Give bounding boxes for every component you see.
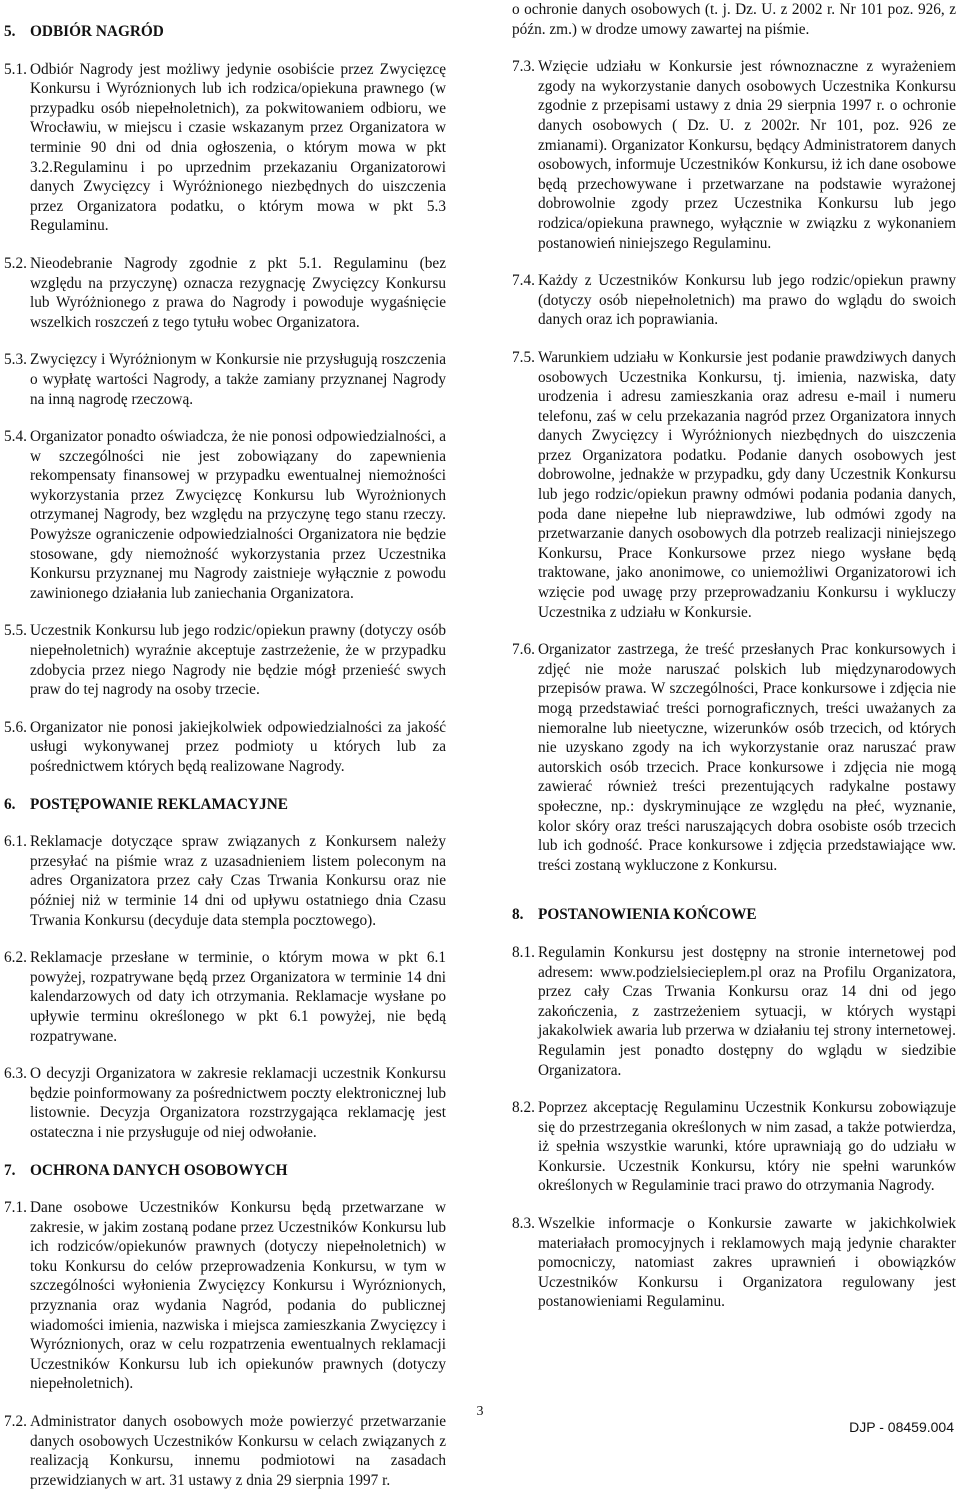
right-column	[512, 0, 956, 1330]
paragraph-text: Uczestnik Konkursu lub jego rodzic/opiekun prawny (dotyczy osób niepełnoletnich) wyraźnie akceptuje zastrzeżenie, że w przypadku zdobycia przez niego Nagrody nie będzie mógł przenieść swych praw do tej nagrody na osoby trzecie.	[30, 622, 446, 699]
paragraph-number: 5.6.	[4, 718, 27, 736]
section-title: ODBIÓR NAGRÓD	[30, 23, 164, 40]
paragraph-text: Poprzez akceptację Regulaminu Uczestnik Konkursu zobowiązuje się do przestrzegania określonych w nim zasad, a także potwierdza, iż spełnia wszystkie warunki, które uprawniają go do udziału w Konkursie. Uczestnik Konkursu, który nie spełni warunków określonych w Regulaminie traci prawo do otrzymania Nagrody.	[538, 1099, 956, 1195]
section-title: OCHRONA DANYCH OSOBOWYCH	[30, 1161, 288, 1179]
paragraph-text: Reklamacje przesłane w terminie, o którym mowa w pkt 6.1 powyżej, rozpatrywane będą przez Organizatora w terminie 14 dni kalendarzowych od daty ich otrzymania. Reklamacje wysłane po upływie terminu określonego w pkt 6.1 powyżej, nie będą rozpatrywane.	[30, 949, 446, 1045]
section-title: POSTĘPOWANIE REKLAMACYJNE	[30, 795, 288, 813]
paragraph-8-1	[512, 943, 956, 1080]
section-title: POSTANOWIENIA KOŃCOWE	[538, 906, 757, 924]
paragraph-text: Reklamacje dotyczące spraw związanych z Konkursem należy przesyłać na piśmie wraz z uzasadnieniem listem poleconym na adres Organizatora przez cały Czas Trwania Konkursu oraz nie później niż w terminie 14 dni od upływu ostatniego dnia Czasu Trwania Konkursu (decyduje data stempla pocztowego).	[30, 833, 446, 929]
paragraph-text: Wszelkie informacje o Konkursie zawarte w jakichkolwiek materiałach promocyjnych i reklamowych mają jedynie charakter pomocniczy, natomiast zakres uprawnień i obowiązków Uczestników Konkursu i Organizatora regulowany jest postanowieniami Regulaminu.	[538, 1215, 956, 1311]
left-column	[4, 0, 446, 1508]
section-5-heading	[4, 22, 446, 42]
paragraph-7-6	[512, 640, 956, 875]
paragraph-7-2-continued	[512, 0, 956, 39]
section-number: 6.	[4, 795, 16, 813]
paragraph-5-3	[4, 350, 446, 409]
paragraph-number: 8.2.	[512, 1099, 535, 1117]
paragraph-text: Warunkiem udziału w Konkursie jest podanie prawdziwych danych osobowych Uczestnika Konkursu, tj. imienia, nazwiska, daty urodzenia i adresu zamieszkania oraz adresu e-mail i numeru telefonu, zaś w celu przekazania nagród przez Organizatora innych danych Zwycięzcy i Wyróżnionych niezbędnych do uiszczenia przez Organizatora podatku. Podanie danych osobowych jest dobrowolne, jednakże w przypadku, gdy dany Uczestnik Konkursu lub jego rodzic/opiekun prawny odmówi podania podania danych, poda dane niepełne lub nieprawdziwe, lub odmówi zgody na przetwarzanie danych osobowych dla potrzeb realizacji niniejszego Konkursu, Prace Konkursowe przez niego wysłane będą traktowane, jako anonimowe, co uniemożliwi Organizatorowi ich wzięcie pod uwagę przy przeprowadzaniu Konkursu i wykluczy Uczestnika z udziału w Konkursie.	[538, 348, 956, 621]
paragraph-number: 7.6.	[512, 641, 535, 659]
paragraph-text: Dane osobowe Uczestników Konkursu będą przetwarzane w zakresie, w jakim zostaną podane przez Uczestników Konkursu lub ich rodziców/opiekunów prawnych (dotyczy niepełnoletnich) w toku Konkursu do celów przeprowadzenia Konkursu, w tym w szczególności wyłonienia Zwycięzcy Konkursu i Wyróznionych, przyznania oraz wydania Nagród, podania do publicznej wiadomości imienia, nazwiska i miejsca zamieszkania Zwycięzcy i Wyróznionych, oraz w celu rozpatrzenia ewentualnych reklamacji Uczestników Konkursu lub ich opiekunów prawnych (dotyczy niepełnoletnich).	[30, 1199, 446, 1393]
paragraph-number: 8.3.	[512, 1215, 535, 1233]
paragraph-5-6	[4, 718, 446, 777]
paragraph-5-2	[4, 254, 446, 332]
paragraph-5-4	[4, 427, 446, 603]
paragraph-6-1	[4, 832, 446, 930]
paragraph-number: 7.3.	[512, 58, 535, 76]
paragraph-text: Organizator zastrzega, że treść przesłanych Prac konkursowych i zdjęć nie może naruszać polskich lub międzynarodowych przepisów prawa. W szczególności, Prace konkursowe i zdjęcia nie mogą przedstawiać treści pornograficznych, treści uważanych za niemoralne lub nieetyczne, wizerunków osób trzecich, od których nie uzyskano zgody na ich wykorzystanie oraz naruszać praw autorskich osób trzecich. Prace konkursowe i zdjęcia nie mogą zawierać również treści prezentujących radykalne postawy społeczne, np.: dyskryminujące ze względu na płeć, wyznanie, kolor skóry oraz treści naruszających dobra osobiste osób trzecich lub ich godność. Prace konkursowe i zdjęcia przedstawiające ww. treści zostaną wykluczone z Konkursu.	[538, 641, 956, 874]
paragraph-7-1	[4, 1198, 446, 1394]
paragraph-5-1	[4, 60, 446, 236]
paragraph-7-2	[4, 1412, 446, 1490]
paragraph-number: 6.2.	[4, 949, 27, 967]
paragraph-number: 7.5.	[512, 348, 535, 366]
paragraph-number: 6.3.	[4, 1065, 27, 1083]
paragraph-number: 5.1.	[4, 60, 27, 78]
paragraph-8-2	[512, 1098, 956, 1196]
paragraph-text: o ochronie danych osobowych (t. j. Dz. U. z 2002 r. Nr 101 poz. 926, z późn. zm.) w drodze umowy zawartej na piśmie.	[512, 1, 956, 38]
paragraph-number: 7.1.	[4, 1199, 27, 1217]
paragraph-text: Administrator danych osobowych może powierzyć przetwarzanie danych osobowych Uczestników Konkursu w celach związanych z realizacją Konkursu, innemu podmiotowi na zasadach przewidzianych w art. 31 ustawy z dnia 29 sierpnia 1997 r.	[30, 1413, 446, 1489]
section-6-heading	[4, 795, 446, 815]
paragraph-text: Regulamin Konkursu jest dostępny na stronie internetowej pod adresem: www.podzielsiecieplem.pl oraz na Profilu Organizatora, przez cały Czas Trwania Konkursu oraz 14 dni od jego zakończenia, z zastrzeżeniem sytuacji, w których wystąpi jakakolwiek awaria lub przerwa w działaniu tej strony internetowej. Regulamin jest ponadto dostępny do wglądu w siedzibie Organizatora.	[538, 943, 956, 1079]
paragraph-6-3	[4, 1064, 446, 1142]
paragraph-number: 7.4.	[512, 272, 535, 290]
section-number: 7.	[4, 1161, 16, 1179]
paragraph-number: 5.5.	[4, 622, 27, 640]
section-7-heading	[4, 1161, 446, 1181]
paragraph-number: 5.2.	[4, 254, 27, 272]
paragraph-number: 8.1.	[512, 943, 535, 961]
paragraph-text: Wzięcie udziału w Konkursie jest równoznaczne z wyrażeniem zgody na wykorzystanie danych osobowych Uczestnika Konkursu zgodnie z przepisami ustawy z dnia 29 sierpnia 1997 r. o ochronie danych osobowych ( Dz. U. z 2002r. Nr 101, poz. 926 ze zmianami). Organizator Konkursu, będący Administratorem danych osobowych, informuje Uczestników Konkursu, iż ich dane osobowe będą przechowywane i przetwarzane na podstawie wyrażonej dobrowolnie zgody przez Uczestnika Konkursu lub jego rodzica/opiekuna prawnego, wyłącznie w związku z wykonaniem postanowień niniejszego Regulaminu.	[538, 58, 956, 252]
paragraph-text: O decyzji Organizatora w zakresie reklamacji uczestnik Konkursu będzie poinformowany za pośrednictwem poczty elektronicznej lub listownie. Decyzja Organizatora rozstrzygająca reklamację jest ostateczna i nie przysługuje od niej odwołanie.	[30, 1065, 446, 1141]
paragraph-text: Zwycięzcy i Wyróżnionym w Konkursie nie przysługują roszczenia o wypłatę wartości Nagrody, a także zamiany przyznanej Nagrody na inną nagrodę rzeczową.	[30, 351, 446, 408]
paragraph-text: Każdy z Uczestników Konkursu lub jego rodzic/opiekun prawny (dotyczy osób niepełnoletnich) ma prawo do wglądu do swoich danych oraz ich poprawiania.	[538, 272, 956, 329]
section-8-heading	[512, 905, 956, 925]
document-code: DJP - 08459.004	[849, 1419, 954, 1435]
paragraph-number: 7.2.	[4, 1413, 27, 1431]
paragraph-7-4	[512, 271, 956, 330]
paragraph-number: 5.3.	[4, 351, 27, 369]
paragraph-number: 5.4.	[4, 428, 27, 446]
paragraph-7-3	[512, 57, 956, 253]
paragraph-text: Nieodebranie Nagrody zgodnie z pkt 5.1. Regulaminu (bez względu na przyczynę) oznacza rezygnację Zwycięzcy Konkursu lub Wyróżnionego z prawa do Nagrody i powoduje wygaśnięcie wszelkich roszczeń z tego tytułu wobec Organizatora.	[30, 254, 446, 331]
paragraph-5-5	[4, 621, 446, 699]
page-number: 3	[476, 1404, 484, 1419]
section-number: 5.	[4, 23, 16, 40]
paragraph-number: 6.1.	[4, 833, 27, 851]
paragraph-8-3	[512, 1214, 956, 1312]
paragraph-6-2	[4, 948, 446, 1046]
paragraph-text: Odbiór Nagrody jest możliwy jedynie osobiście przez Zwycięzcę Konkursu i Wyróznionych lub ich rodzica/opiekuna prawnego (w przypadku osób niepełnoletnich), za pokwitowaniem odbioru, we Wrocławiu, w miejscu i czasie wskazanym przez Organizatora w terminie 90 dni od dnia ogłoszenia, o którym mowa w pkt 3.2.Regulaminu i po uprzednim przekazaniu Organizatorowi danych Zwycięzcy i Wyróżnionego niezbędnych do uiszczenia przez Organizatora podatku, o którym mowa w pkt 5.3 Regulaminu.	[30, 60, 446, 235]
section-number: 8.	[512, 906, 524, 924]
paragraph-text: Organizator nie ponosi jakiejkolwiek odpowiedzialności za jakość usługi wykonywanej przez podmioty u których lub za pośrednictwem których będą realizowane Nagrody.	[30, 718, 446, 775]
paragraph-text: Organizator ponadto oświadcza, że nie ponosi odpowiedzialności, a w szczególności nie jest zobowiązany do zapewnienia rekompensaty finansowej w przypadku ewentualnej niemożności wykorzystania przez Zwycięzcę Konkursu lub Wyrożnionych otrzymanej Nagrody, bez względu na przyczynę tego stanu rzeczy. Powyższe ograniczenie odpowiedzialności Organizatora nie będzie stosowane, gdy niemożność wykorzystania przez Uczestnika Konkursu przyznanej mu Nagrody zaistnieje wyłącznie z powodu zawinionego działania lub zaniechania Organizatora.	[30, 428, 446, 602]
paragraph-7-5	[512, 348, 956, 622]
